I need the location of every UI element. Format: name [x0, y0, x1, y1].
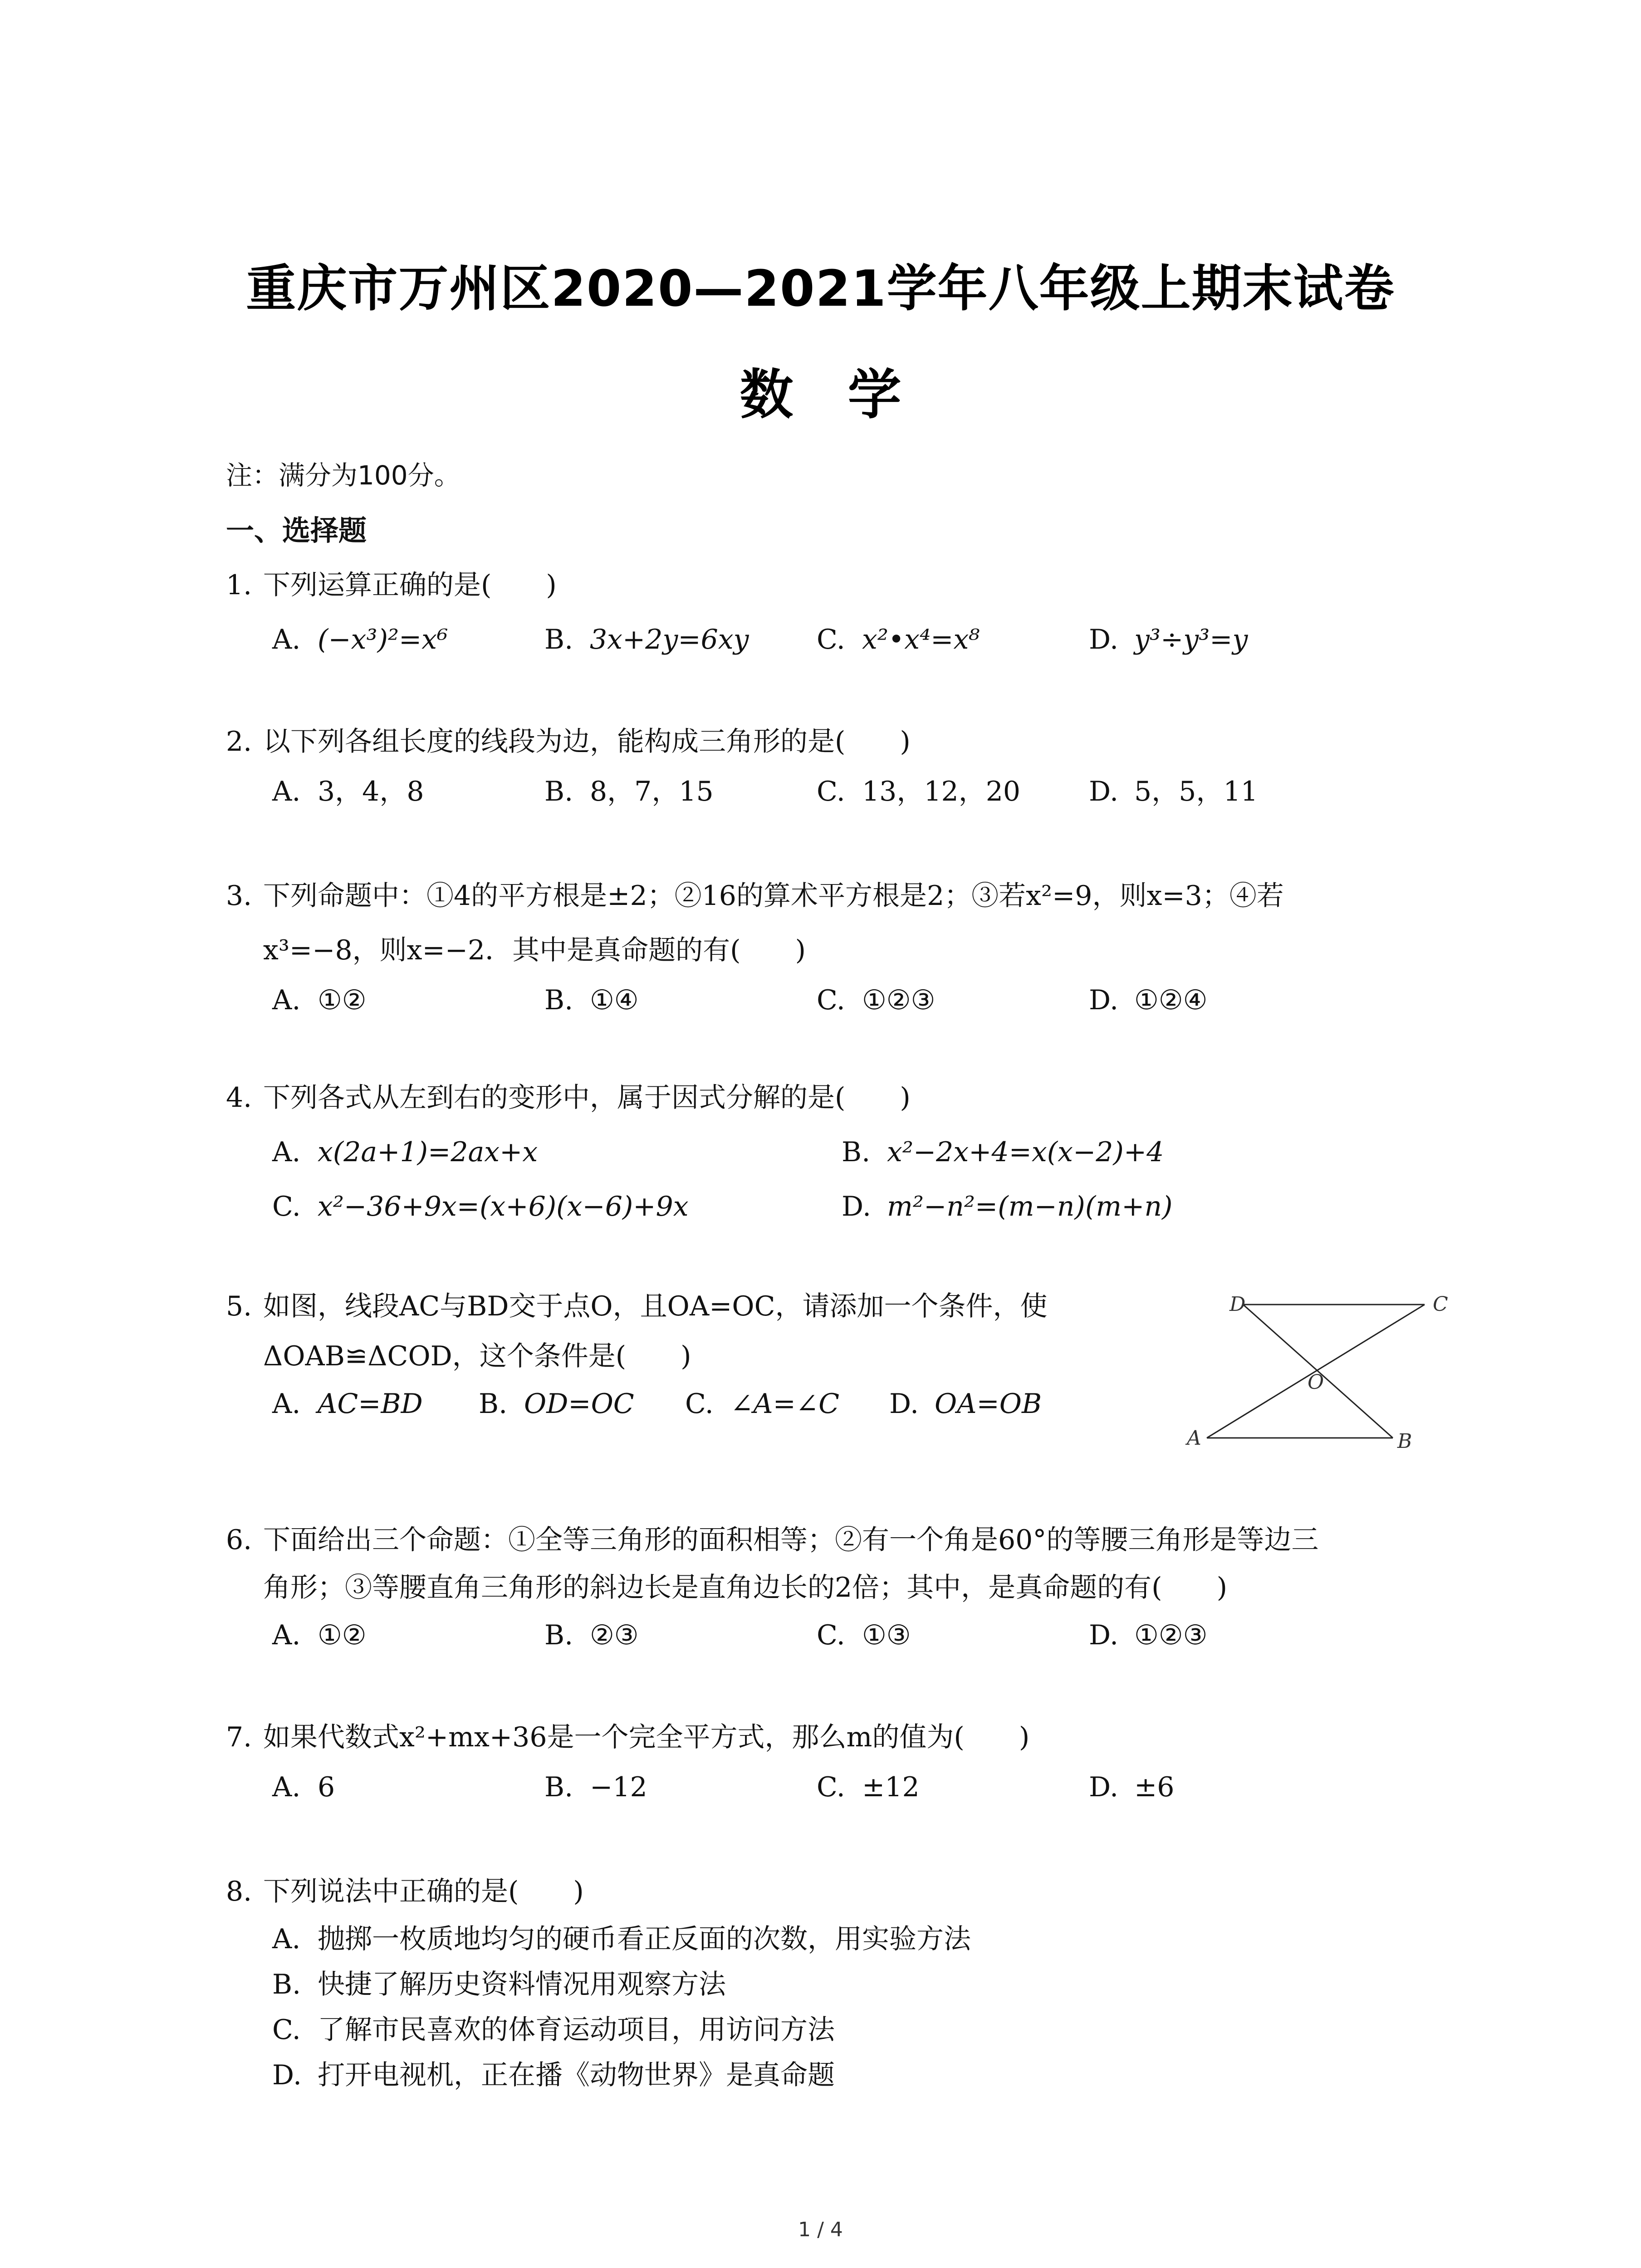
question-5 [226, 1288, 1048, 1325]
option-c [685, 1386, 839, 1422]
option-a [272, 1769, 335, 1805]
option-label: C. [685, 1388, 714, 1420]
option-text: x²−2x+4=x(x−2)+4 [887, 1136, 1164, 1168]
option-label: A. [272, 1136, 301, 1168]
question-number: 2. [226, 726, 252, 758]
option-b [544, 982, 639, 1018]
point-o-label: O [1308, 1371, 1324, 1394]
option-label: A. [272, 1923, 301, 1955]
question-number: 1. [226, 569, 252, 601]
option-text: AC=BD [318, 1388, 423, 1420]
option-text: ①②③ [1134, 1619, 1208, 1651]
option-text: ①②④ [1134, 984, 1208, 1016]
option-c [817, 621, 980, 658]
option-label: B. [544, 1771, 573, 1803]
option-a [272, 1134, 538, 1170]
point-a-label: A [1187, 1427, 1201, 1450]
question-2 [226, 723, 911, 760]
option-text: 8，7，15 [590, 776, 714, 807]
option-a [272, 621, 448, 658]
option-label: B. [842, 1136, 871, 1168]
option-b [544, 773, 714, 810]
question-number: 6. [226, 1524, 252, 1556]
option-text: ①②③ [862, 984, 936, 1016]
option-c [817, 773, 1020, 810]
option-text: 3，4，8 [318, 776, 424, 807]
option-text: ①② [318, 984, 367, 1016]
question-stem: 下列说法中正确的是( ) [263, 1876, 584, 1907]
question-stem: 如果代数式x²+mx+36是一个完全平方式，那么m的值为( ) [263, 1721, 1030, 1753]
option-label: A. [272, 776, 301, 807]
option-text: x²−36+9x=(x+6)(x−6)+9x [318, 1191, 689, 1222]
option-text: 13，12，20 [862, 776, 1021, 807]
question-6 [226, 1522, 1318, 1558]
question-3-continued: x³=−8，则x=−2．其中是真命题的有( ) [263, 934, 806, 966]
option-d [272, 2057, 835, 2093]
option-text: ±6 [1134, 1771, 1175, 1803]
option-label: A. [272, 984, 301, 1016]
question-stem: 下列各式从左到右的变形中，属于因式分解的是( ) [263, 1082, 911, 1114]
question-stem: 如图，线段AC与BD交于点O，且OA=OC，请添加一个条件，使 [263, 1290, 1048, 1322]
option-c [817, 1617, 911, 1653]
option-b [544, 621, 749, 658]
option-text: m²−n²=(m−n)(m+n) [887, 1191, 1173, 1222]
option-label: D. [1089, 1619, 1119, 1651]
option-label: D. [1089, 984, 1119, 1016]
option-c [272, 2012, 835, 2048]
option-c [272, 1188, 689, 1225]
question-3 [226, 878, 1284, 914]
option-text: 快捷了解历史资料情况用观察方法 [318, 1969, 726, 2000]
question-number: 4. [226, 1082, 252, 1114]
option-label: B. [272, 1969, 301, 2000]
option-text: ①④ [590, 984, 639, 1016]
option-text: x²•x⁴=x⁸ [862, 624, 980, 655]
question-4 [226, 1080, 911, 1116]
option-label: D. [1089, 624, 1119, 655]
option-c [817, 982, 935, 1018]
option-label: A. [272, 624, 301, 655]
option-label: C. [272, 2014, 301, 2046]
question-8 [226, 1873, 584, 1910]
question-5-figure [1171, 1288, 1488, 1461]
option-label: A. [272, 1619, 301, 1651]
option-d [889, 1386, 1042, 1422]
option-label: A. [272, 1388, 301, 1420]
option-b [544, 1769, 647, 1805]
option-d [1089, 1769, 1174, 1805]
option-label: D. [1089, 1771, 1119, 1803]
option-label: C. [817, 1619, 845, 1651]
question-number: 7. [226, 1721, 252, 1753]
option-a [272, 773, 424, 810]
question-number: 8. [226, 1876, 252, 1907]
option-text: x(2a+1)=2ax+x [318, 1136, 538, 1168]
question-1 [226, 567, 557, 603]
option-label: D. [889, 1388, 919, 1420]
point-c-label: C [1433, 1293, 1448, 1316]
option-label: D. [842, 1191, 872, 1222]
option-a [272, 1617, 367, 1653]
option-label: B. [544, 624, 573, 655]
option-a [272, 982, 367, 1018]
option-b [842, 1134, 1164, 1170]
option-a [272, 1386, 423, 1422]
option-label: B. [479, 1388, 508, 1420]
question-stem: 以下列各组长度的线段为边，能构成三角形的是( ) [263, 726, 911, 758]
option-text: 5，5，11 [1134, 776, 1258, 807]
question-stem: 下列运算正确的是( ) [263, 569, 557, 601]
question-7 [226, 1719, 1029, 1755]
option-b [272, 1966, 726, 2003]
option-label: C. [817, 776, 845, 807]
option-label: C. [817, 1771, 845, 1803]
point-b-label: B [1397, 1430, 1412, 1453]
option-label: C. [272, 1191, 301, 1222]
option-label: B. [544, 776, 573, 807]
option-d [1089, 1617, 1207, 1653]
option-d [1089, 621, 1248, 658]
score-note: 注：满分为100分。 [226, 460, 460, 491]
option-label: C. [817, 984, 845, 1016]
question-stem: 下列命题中：①4的平方根是±2；②16的算术平方根是2；③若x²=9，则x=3；④若 [263, 880, 1284, 912]
option-label: A. [272, 1771, 301, 1803]
question-6-continued: 角形；③等腰直角三角形的斜边长是直角边长的2倍；其中，是真命题的有( ) [263, 1572, 1227, 1603]
option-text: (−x³)²=x⁶ [318, 624, 448, 655]
question-stem: 下面给出三个命题：①全等三角形的面积相等；②有一个角是60°的等腰三角形是等边三 [263, 1524, 1319, 1556]
option-text: ±12 [862, 1771, 920, 1803]
point-d-label: D [1230, 1293, 1246, 1316]
option-text: 6 [318, 1771, 335, 1803]
option-label: B. [544, 1619, 573, 1651]
option-text: OD=OC [524, 1388, 634, 1420]
option-d [842, 1188, 1172, 1225]
option-text: 3x+2y=6xy [590, 624, 749, 655]
option-c [817, 1769, 920, 1805]
option-text: y³÷y³=y [1134, 624, 1248, 655]
section-heading: 一、选择题 [226, 514, 367, 547]
question-number: 3. [226, 880, 252, 912]
option-text: ②③ [590, 1619, 639, 1651]
option-text: ∠A=∠C [730, 1388, 840, 1420]
option-a [272, 1921, 971, 1957]
option-label: B. [544, 984, 573, 1016]
option-label: D. [272, 2059, 302, 2091]
option-text: 了解市民喜欢的体育运动项目，用访问方法 [318, 2014, 835, 2046]
option-b [544, 1617, 639, 1653]
option-text: ①③ [862, 1619, 911, 1651]
question-5-continued: ΔOAB≌ΔCOD，这个条件是( ) [263, 1340, 691, 1372]
option-text: OA=OB [935, 1388, 1042, 1420]
exam-title: 重庆市万州区2020—2021学年八年级上期末试卷 [246, 259, 1395, 318]
option-d [1089, 773, 1258, 810]
option-text: ①② [318, 1619, 367, 1651]
option-label: D. [1089, 776, 1119, 807]
option-text: 打开电视机，正在播《动物世界》是真命题 [318, 2059, 835, 2091]
option-label: C. [817, 624, 845, 655]
option-text: 抛掷一枚质地均匀的硬币看正反面的次数，用实验方法 [318, 1923, 971, 1955]
page-number: 1 / 4 [798, 2218, 843, 2241]
option-d [1089, 982, 1207, 1018]
question-number: 5. [226, 1290, 252, 1322]
option-b [479, 1386, 634, 1422]
option-text: −12 [590, 1771, 647, 1803]
exam-subject: 数学 [740, 363, 956, 426]
